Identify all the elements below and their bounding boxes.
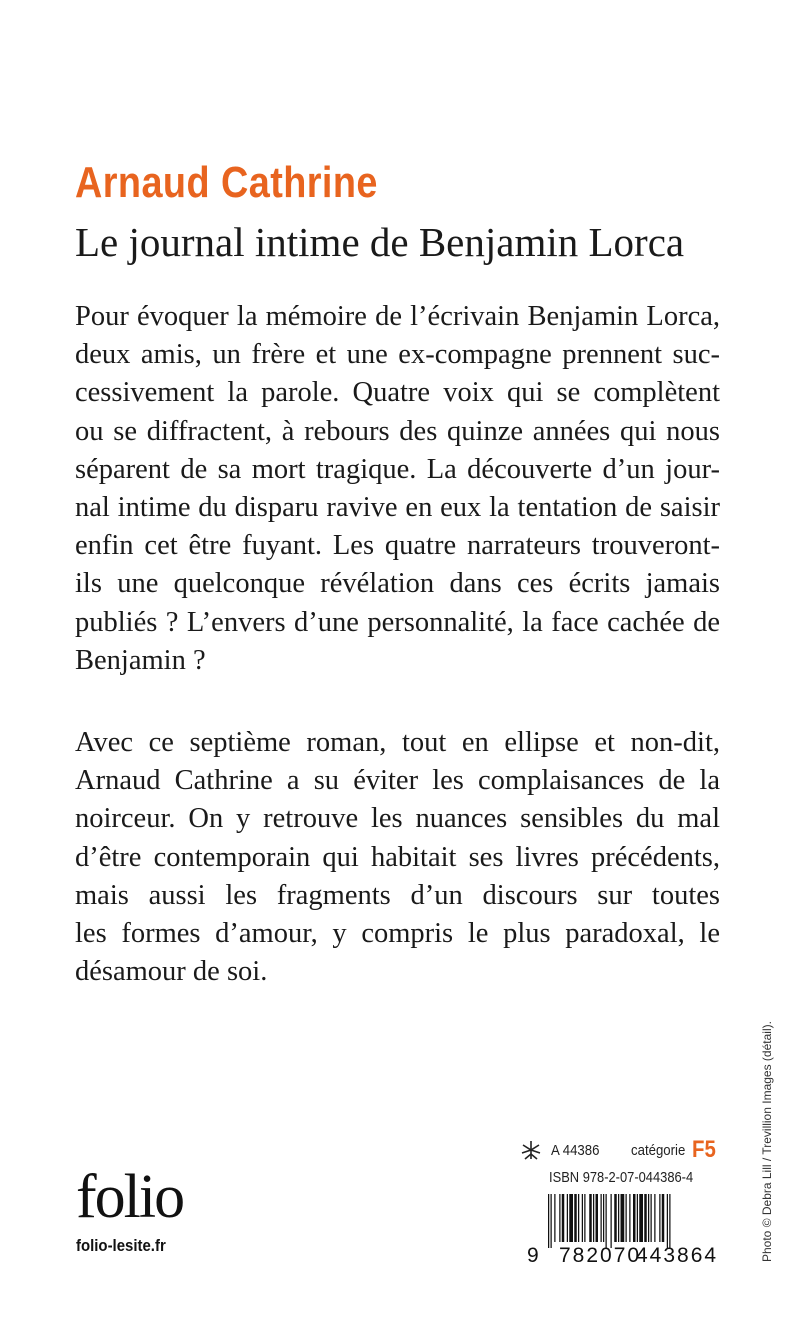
photo-credit: Photo © Debra Lill / Trevillion Images (détail). [760, 1021, 774, 1262]
barcode-bar [596, 1194, 599, 1242]
barcode-bar [578, 1194, 579, 1242]
barcode-bar [618, 1194, 619, 1242]
barcode-bar [637, 1194, 638, 1242]
barcode-bar [574, 1194, 577, 1242]
summary-line: mais aussi les fragments d’un discours sur toutes [75, 879, 720, 911]
summary-line: cessivement la parole. Quatre voix qui se complètent [75, 377, 720, 409]
publisher-site-link[interactable]: folio-lesite.fr [76, 1236, 166, 1255]
summary-line: Benjamin ? [75, 644, 206, 676]
summary-line: Arnaud Cathrine a su éviter les complaisances de la [75, 765, 720, 797]
barcode-bar [633, 1194, 636, 1242]
barcode [548, 1194, 726, 1248]
barcode-bar [584, 1194, 585, 1242]
summary-line: nal intime du disparu ravive en eux la tentation de saisir [75, 492, 720, 524]
barcode-bar [548, 1194, 549, 1248]
barcode-bar [669, 1194, 670, 1248]
book-title: Le journal intime de Benjamin Lorca [75, 219, 685, 265]
summary-line: désamour de soi. [75, 956, 268, 988]
summary-line: enfin cet être fuyant. Les quatre narrateurs trouveront- [75, 530, 720, 562]
summary-line: noirceur. On y retrouve les nuances sensibles du mal [75, 803, 720, 835]
barcode-bar [593, 1194, 594, 1242]
folio-logo: folio [76, 1163, 184, 1231]
barcode-bar [651, 1194, 652, 1242]
barcode-bar [569, 1194, 573, 1242]
summary-line: d’être contemporain qui habitait ses livres précédents, [75, 841, 720, 873]
category-label: catégorie [631, 1142, 686, 1159]
summary-line: publiés ? L’envers d’une personnalité, la face cachée de [75, 606, 720, 638]
isbn: ISBN 978-2-07-044386-4 [549, 1169, 694, 1186]
barcode-bar [629, 1194, 630, 1242]
barcode-bar [644, 1194, 647, 1242]
summary-line: deux amis, un frère et une ex-compagne prennent suc- [75, 339, 720, 371]
barcode-bar [614, 1194, 617, 1242]
barcode-left-digits: 782070 [559, 1244, 642, 1267]
barcode-bar [662, 1194, 665, 1242]
summary-line: ou se diffractent, à rebours des quinze années qui nous [75, 415, 720, 447]
summary-line: séparent de sa mort tragique. La découverte d’un jour- [75, 453, 720, 485]
barcode-bar [639, 1194, 643, 1242]
summary-line: ils une quelconque révélation dans ces écrits jamais [75, 568, 720, 600]
barcode-bar [551, 1194, 552, 1248]
category-value: F5 [692, 1136, 716, 1163]
barcode-bar [667, 1194, 668, 1248]
barcode-bar [601, 1194, 602, 1242]
barcode-bar [606, 1194, 607, 1248]
barcode-bar [567, 1194, 568, 1242]
barcode-bar [603, 1194, 604, 1242]
barcode-bar [562, 1194, 565, 1242]
summary-paragraph-2 [75, 724, 720, 991]
barcode-bar [654, 1194, 655, 1242]
barcode-right-digits: 443864 [636, 1244, 719, 1267]
summary-paragraph-1 [75, 298, 720, 680]
barcode-bar [648, 1194, 649, 1242]
author-name: Arnaud Cathrine [75, 158, 378, 207]
barcode-bar [626, 1194, 627, 1242]
price-code-icon [519, 1139, 543, 1161]
price-code: A 44386 [551, 1142, 600, 1159]
barcode-bar [554, 1194, 555, 1242]
summary-line: les formes d’amour, y compris le plus paradoxal, le [75, 918, 720, 950]
category-row [519, 1136, 724, 1166]
barcode-bar [659, 1194, 660, 1242]
barcode-bar [559, 1194, 560, 1242]
barcode-bar [611, 1194, 612, 1248]
barcode-first-digit: 9 [527, 1244, 541, 1267]
summary-line: Avec ce septième roman, tout en ellipse et non-dit, [75, 727, 720, 758]
summary-line: Pour évoquer la mémoire de l’écrivain Benjamin Lorca, [75, 301, 720, 332]
barcode-bar [621, 1194, 625, 1242]
barcode-bar [582, 1194, 583, 1242]
barcode-bar [589, 1194, 592, 1242]
